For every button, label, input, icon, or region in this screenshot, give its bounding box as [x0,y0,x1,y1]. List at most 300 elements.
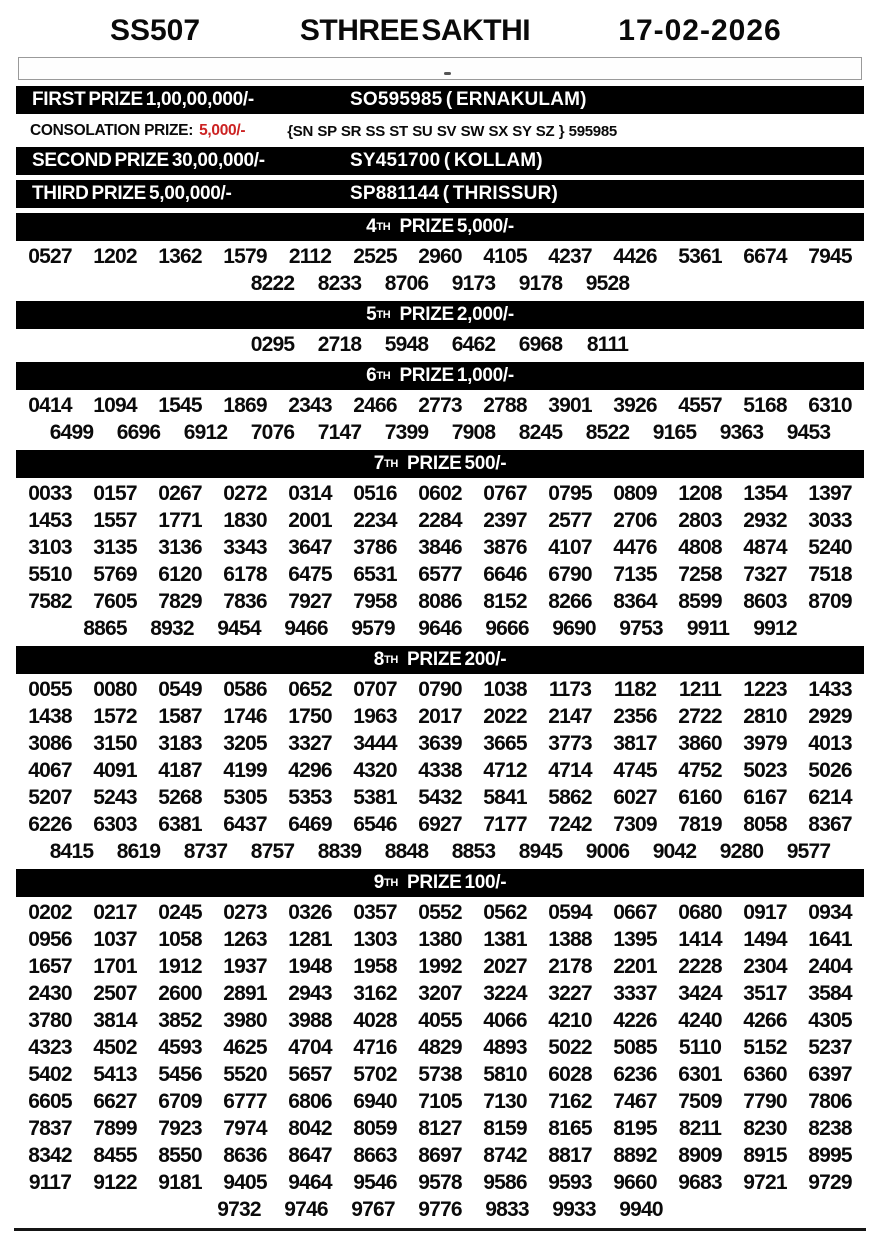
winning-number: 8742 [483,1143,527,1167]
winning-number: 2001 [288,508,332,532]
winning-number: 1395 [613,927,657,951]
winning-number: 6437 [223,812,267,836]
winning-number: 9280 [719,839,764,863]
winning-number: 3086 [28,731,72,755]
winning-number: 1937 [223,954,267,978]
winning-number: 4028 [353,1008,397,1032]
winning-number: 2600 [158,981,202,1005]
winning-number: 1058 [158,927,202,951]
winning-number: 0272 [223,481,267,505]
winning-number: 2404 [808,954,852,978]
winning-number: 7130 [483,1089,527,1113]
winning-number: 4874 [743,535,787,559]
second-prize-label: SECOND PRIZE 30,00,000/- [32,150,265,171]
winning-number: 4105 [483,244,527,268]
winning-number: 6167 [743,785,787,809]
winning-number-row [0,953,880,980]
masthead [0,10,880,52]
winning-number: 2507 [93,981,137,1005]
winning-number: 4320 [353,758,397,782]
winning-number: 3979 [743,731,787,755]
winning-number: 5305 [223,785,267,809]
winning-number: 4237 [548,244,592,268]
winning-number: 8647 [288,1143,332,1167]
winning-number: 8211 [678,1116,722,1140]
winning-number: 2718 [317,332,362,356]
winning-number: 3162 [353,981,397,1005]
winning-number: 8042 [288,1116,332,1140]
winning-number: 0552 [418,900,462,924]
consolation-row [16,119,864,143]
winning-number: 7945 [808,244,852,268]
winning-number: 8892 [613,1143,657,1167]
consolation-amount: 5,000/- [199,122,246,139]
winning-number: 1557 [93,508,137,532]
winning-number: 9660 [613,1170,657,1194]
winning-number-row [0,703,880,730]
winning-number-row [0,243,880,270]
winning-number: 0667 [613,900,657,924]
winning-number: 2891 [223,981,267,1005]
winning-number: 7076 [250,420,295,444]
winning-number: 1281 [288,927,332,951]
winning-number: 4107 [548,535,592,559]
winning-number-row [0,838,880,865]
winning-number: 4716 [353,1035,397,1059]
winning-number: 0080 [93,677,137,701]
winning-number: 0594 [548,900,592,924]
winning-number: 7518 [808,562,852,586]
draw-date: 17-02-2026 [618,14,782,47]
winning-number: 1912 [158,954,202,978]
winning-number: 6674 [743,244,787,268]
winning-number: 9178 [518,271,563,295]
winning-number: 9006 [585,839,630,863]
winning-number: 4013 [808,731,852,755]
winning-number: 8238 [808,1116,852,1140]
winning-number: 4593 [158,1035,202,1059]
winning-number: 9117 [28,1170,72,1194]
winning-number: 3647 [288,535,332,559]
winning-number: 5841 [483,785,527,809]
winning-number: 4338 [418,758,462,782]
winning-number: 9453 [786,420,831,444]
winning-number-row [0,1034,880,1061]
winning-number-row [0,507,880,534]
winning-number: 9528 [585,271,630,295]
winning-number: 8550 [158,1143,202,1167]
winning-number: 1438 [28,704,72,728]
winning-number: 1263 [223,927,267,951]
winning-number: 4752 [678,758,722,782]
winning-number: 0707 [353,677,397,701]
winning-number: 3988 [288,1008,332,1032]
winning-number: 2773 [418,393,462,417]
winning-number-row [0,926,880,953]
winning-number: 1173 [548,677,592,701]
winning-number: 8599 [678,589,722,613]
winning-number: 5207 [28,785,72,809]
winning-number: 4745 [613,758,657,782]
winning-number: 5862 [548,785,592,809]
third-prize-winner: SP881144 ( THRISSUR) [350,183,559,204]
bottom-divider [14,1228,866,1231]
winning-number: 1211 [678,677,722,701]
winning-number: 1388 [548,927,592,951]
winning-number: 2112 [288,244,332,268]
winning-number: 1948 [288,954,332,978]
winning-number: 3424 [678,981,722,1005]
winning-number: 3205 [223,731,267,755]
second-prize-winner: SY451700 ( KOLLAM) [350,150,543,171]
winning-number: 4829 [418,1035,462,1059]
winning-number: 6236 [613,1062,657,1086]
winning-number: 4625 [223,1035,267,1059]
winning-number-row [0,588,880,615]
winning-number: 6178 [223,562,267,586]
winning-number: 8817 [548,1143,592,1167]
winning-number: 4066 [483,1008,527,1032]
winning-number: 3207 [418,981,462,1005]
winning-number-row [0,784,880,811]
winning-number: 8636 [223,1143,267,1167]
winning-number: 9579 [351,616,395,640]
winning-number: 9165 [652,420,697,444]
winning-number: 0809 [613,481,657,505]
winning-number: 8195 [613,1116,657,1140]
winning-number: 9940 [619,1197,663,1221]
winning-number: 9732 [217,1197,261,1221]
winning-number: 1208 [678,481,722,505]
winning-number: 5026 [808,758,852,782]
winning-number: 2228 [678,954,722,978]
winning-number: 6310 [808,393,852,417]
winning-number-row [0,1142,880,1169]
winning-number: 9122 [93,1170,137,1194]
winning-number: 5152 [743,1035,787,1059]
winning-number: 3150 [93,731,137,755]
winning-number-row [0,1061,880,1088]
winning-number: 2022 [483,704,527,728]
winning-number: 5657 [288,1062,332,1086]
winning-number: 7974 [223,1116,267,1140]
winning-number: 9593 [548,1170,592,1194]
winning-number: 1750 [288,704,332,728]
winning-number: 9753 [619,616,663,640]
winning-number: 0217 [93,900,137,924]
winning-number: 8909 [678,1143,722,1167]
winning-number: 6709 [158,1089,202,1113]
winning-number: 4210 [548,1008,592,1032]
winning-number: 4476 [613,535,657,559]
winning-number: 0055 [28,677,72,701]
winning-number: 3814 [93,1008,137,1032]
winning-number: 1771 [158,508,202,532]
winning-number: 9767 [351,1197,395,1221]
winning-number: 2706 [613,508,657,532]
winning-number: 4187 [158,758,202,782]
winning-number: 2943 [288,981,332,1005]
draw-code: SS507 [109,14,201,47]
winning-number: 5381 [353,785,397,809]
winning-number: 6028 [548,1062,592,1086]
winning-number: 0314 [288,481,332,505]
winning-number: 1701 [93,954,137,978]
winning-number: 0795 [548,481,592,505]
winning-number: 6469 [288,812,332,836]
winning-number: 2525 [353,244,397,268]
winning-number: 2201 [613,954,657,978]
winning-number-row [0,270,880,297]
winning-number: 7309 [613,812,657,836]
winning-number: 9363 [719,420,764,444]
first-prize-winner: SO595985 ( ERNAKULAM) [350,89,587,110]
winning-number: 3852 [158,1008,202,1032]
winning-number: 7923 [158,1116,202,1140]
winning-number: 0202 [28,900,72,924]
winning-number: 8058 [743,812,787,836]
prize-section-seventh [0,450,880,642]
prize-section-header: 9 TH PRIZE 100/- [16,869,864,897]
winning-number: 9646 [418,616,462,640]
winning-number: 4305 [808,1008,852,1032]
winning-number: 9690 [552,616,596,640]
winning-number: 5085 [613,1035,657,1059]
winning-number: 1830 [223,508,267,532]
winning-number: 9586 [483,1170,527,1194]
winning-number: 7927 [288,589,332,613]
winning-number: 9833 [485,1197,529,1221]
winning-number: 1094 [93,393,137,417]
winning-number: 1433 [808,677,852,701]
winning-number: 4808 [678,535,722,559]
winning-number: 6303 [93,812,137,836]
winning-number: 3901 [548,393,592,417]
winning-number-row [0,1196,880,1223]
winning-number: 5738 [418,1062,462,1086]
winning-number: 2430 [28,981,72,1005]
winning-number: 2017 [418,704,462,728]
winning-number: 8230 [743,1116,787,1140]
winning-number: 5168 [743,393,787,417]
lottery-title: STHREE SAKTHI [299,14,531,47]
winning-number: 9464 [288,1170,332,1194]
winning-number: 9746 [284,1197,328,1221]
winning-number: 5240 [808,535,852,559]
winning-number: 1182 [613,677,657,701]
winning-number: 9173 [451,271,496,295]
winning-number: 3135 [93,535,137,559]
winning-number: 1746 [223,704,267,728]
winning-number: 5268 [158,785,202,809]
winning-number: 9577 [786,839,831,863]
winning-number: 2178 [548,954,592,978]
winning-number: 6696 [116,420,161,444]
winning-number: 2027 [483,954,527,978]
winning-number: 8233 [317,271,362,295]
winning-number: 7177 [483,812,527,836]
winning-number: 1545 [158,393,202,417]
consolation-series: {SN SP SR SS ST SU SV SW SX SY SZ } 595985 [287,122,617,140]
winning-number: 7467 [613,1089,657,1113]
winning-number: 3343 [223,535,267,559]
winning-number: 9181 [158,1170,202,1194]
winning-number: 1381 [483,927,527,951]
winning-number: 1354 [743,481,787,505]
winning-number: 0245 [158,900,202,924]
winning-number: 4893 [483,1035,527,1059]
winning-number: 3665 [483,731,527,755]
winning-number: 5520 [223,1062,267,1086]
winning-number: 2577 [548,508,592,532]
winning-number: 9405 [223,1170,267,1194]
winning-number: 8364 [613,589,657,613]
winning-number-row [0,534,880,561]
winning-number: 6381 [158,812,202,836]
winning-number: 7908 [451,420,496,444]
winning-number: 8059 [353,1116,397,1140]
winning-number: 3136 [158,535,202,559]
winning-number: 8619 [116,839,161,863]
winning-number: 3327 [288,731,332,755]
winning-number: 9933 [552,1197,596,1221]
winning-number: 6360 [743,1062,787,1086]
winning-number: 9454 [217,616,261,640]
winning-number: 8995 [808,1143,852,1167]
winning-number: 1303 [353,927,397,951]
winning-number: 5023 [743,758,787,782]
first-prize-bar [16,86,864,114]
winning-number: 0516 [353,481,397,505]
second-prize-bar [16,147,864,175]
winning-number: 6940 [353,1089,397,1113]
winning-number: 0527 [28,244,72,268]
winning-number: 2929 [808,704,852,728]
winning-number: 1380 [418,927,462,951]
winning-number-row [0,392,880,419]
winning-number-row [0,561,880,588]
winning-number: 6605 [28,1089,72,1113]
winning-number: 1362 [158,244,202,268]
winning-number: 0680 [678,900,722,924]
winning-number: 0326 [288,900,332,924]
winning-number: 8848 [384,839,429,863]
winning-number: 2466 [353,393,397,417]
prize-section-fifth [0,301,880,358]
winning-number: 9683 [678,1170,722,1194]
winning-number: 4502 [93,1035,137,1059]
winning-number: 6397 [808,1062,852,1086]
winning-number: 3227 [548,981,592,1005]
winning-number: 8865 [83,616,127,640]
winning-number: 6912 [183,420,228,444]
prize-section-header: 8 TH PRIZE 200/- [16,646,864,674]
winning-number: 8757 [250,839,295,863]
winning-number: 2356 [613,704,657,728]
winning-number: 0586 [223,677,267,701]
winning-number: 5432 [418,785,462,809]
winning-number: 8127 [418,1116,462,1140]
winning-number: 7899 [93,1116,137,1140]
winning-number: 8222 [250,271,295,295]
winning-number: 2284 [418,508,462,532]
winning-number: 8342 [28,1143,72,1167]
winning-number: 2147 [548,704,592,728]
winning-number-row [0,980,880,1007]
third-prize-bar [16,180,864,208]
winning-number: 5948 [384,332,429,356]
winning-number: 7147 [317,420,362,444]
winning-number: 7836 [223,589,267,613]
winning-number: 8706 [384,271,429,295]
winning-number: 4226 [613,1008,657,1032]
winning-number: 6301 [678,1062,722,1086]
winning-number: 8915 [743,1143,787,1167]
winning-number: 3786 [353,535,397,559]
winning-number: 0549 [158,677,202,701]
winning-number: 1202 [93,244,137,268]
winning-number: 2788 [483,393,527,417]
winning-number: 4091 [93,758,137,782]
winning-number: 6462 [451,332,496,356]
winning-number: 9721 [743,1170,787,1194]
winning-number: 0157 [93,481,137,505]
winning-number: 1453 [28,508,72,532]
winning-number: 0934 [808,900,852,924]
winning-number: 5510 [28,562,72,586]
winning-number: 0602 [418,481,462,505]
winning-number: 4067 [28,758,72,782]
winning-number: 8945 [518,839,563,863]
winning-number: 7399 [384,420,429,444]
winning-number: 4323 [28,1035,72,1059]
winning-number: 8737 [183,839,228,863]
winning-number: 5402 [28,1062,72,1086]
winning-number: 3639 [418,731,462,755]
winning-number: 9729 [808,1170,852,1194]
winning-number: 0562 [483,900,527,924]
winning-number: 8709 [808,589,852,613]
winning-number: 7327 [743,562,787,586]
winning-number: 3773 [548,731,592,755]
winning-number: 8603 [743,589,787,613]
winning-number: 8086 [418,589,462,613]
winning-number: 6627 [93,1089,137,1113]
consolation-label: CONSOLATION PRIZE: [30,122,194,139]
winning-number: 9912 [753,616,797,640]
winning-number: 0956 [28,927,72,951]
winning-number: 3224 [483,981,527,1005]
winning-number: 0652 [288,677,332,701]
winning-number: 1657 [28,954,72,978]
winning-number: 7605 [93,589,137,613]
winning-number: 5456 [158,1062,202,1086]
winning-number: 0295 [250,332,295,356]
winning-number: 8932 [150,616,194,640]
winning-number: 7162 [548,1089,592,1113]
winning-number: 8245 [518,420,563,444]
winning-number: 7819 [678,812,722,836]
winning-number: 1579 [223,244,267,268]
winning-number: 6531 [353,562,397,586]
winning-number: 6927 [418,812,462,836]
winning-number: 8152 [483,589,527,613]
winning-number: 3926 [613,393,657,417]
winning-number: 6160 [678,785,722,809]
prize-section-header: 7 TH PRIZE 500/- [16,450,864,478]
winning-number-row [0,1088,880,1115]
winning-number: 0033 [28,481,72,505]
